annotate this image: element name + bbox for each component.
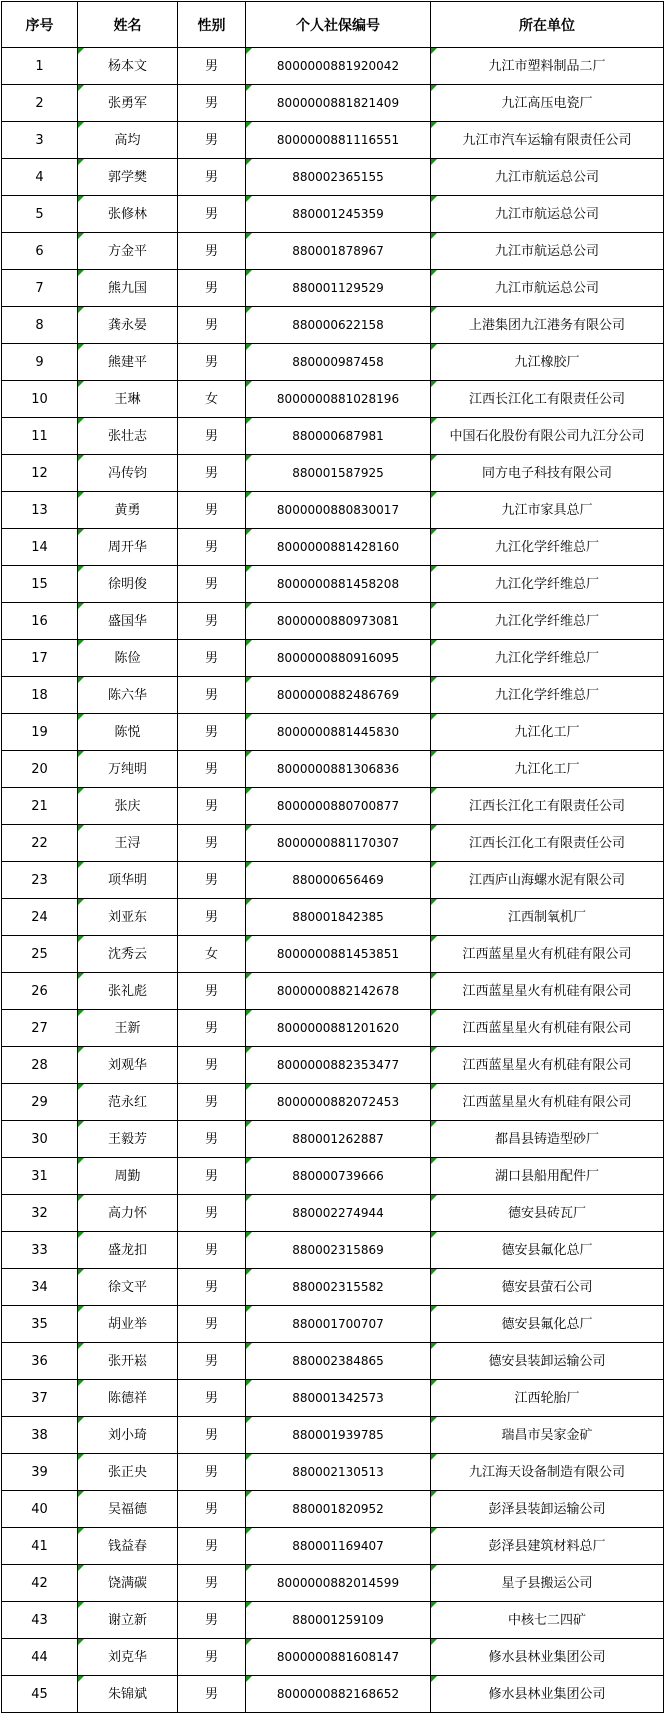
personnel-table	[1, 1, 664, 1713]
row-seq: 28	[2, 1047, 78, 1084]
row-social-security-id: 880002315869	[246, 1232, 431, 1269]
row-social-security-id: 8000000881306836	[246, 751, 431, 788]
header-seq: 序号	[2, 2, 78, 48]
row-employer: 九江市航运总公司	[431, 233, 664, 270]
row-gender: 男	[178, 1232, 246, 1269]
header-gender: 性别	[178, 2, 246, 48]
table-row	[2, 862, 664, 899]
row-social-security-id: 880000987458	[246, 344, 431, 381]
table-row	[2, 307, 664, 344]
row-employer: 江西轮胎厂	[431, 1380, 664, 1417]
row-seq: 25	[2, 936, 78, 973]
row-gender: 男	[178, 233, 246, 270]
header-row	[2, 2, 664, 48]
row-social-security-id: 880001129529	[246, 270, 431, 307]
row-name: 胡业举	[78, 1306, 178, 1343]
row-seq: 16	[2, 603, 78, 640]
table-row	[2, 1491, 664, 1528]
row-seq: 20	[2, 751, 78, 788]
row-employer: 德安县砖瓦厂	[431, 1195, 664, 1232]
row-gender: 男	[178, 1047, 246, 1084]
row-social-security-id: 880000656469	[246, 862, 431, 899]
table-row	[2, 48, 664, 85]
row-gender: 男	[178, 1491, 246, 1528]
table-row	[2, 196, 664, 233]
row-name: 万纯明	[78, 751, 178, 788]
row-employer: 九江市汽车运输有限责任公司	[431, 122, 664, 159]
row-social-security-id: 8000000881458208	[246, 566, 431, 603]
row-name: 张庆	[78, 788, 178, 825]
row-gender: 女	[178, 381, 246, 418]
row-seq: 5	[2, 196, 78, 233]
row-employer: 九江市塑料制品二厂	[431, 48, 664, 85]
row-employer: 九江市航运总公司	[431, 270, 664, 307]
row-name: 杨本文	[78, 48, 178, 85]
row-name: 龚永晏	[78, 307, 178, 344]
row-seq: 29	[2, 1084, 78, 1121]
row-social-security-id: 8000000880700877	[246, 788, 431, 825]
row-social-security-id: 8000000881428160	[246, 529, 431, 566]
table-row	[2, 1084, 664, 1121]
row-employer: 都昌县铸造型砂厂	[431, 1121, 664, 1158]
row-employer: 九江化学纤维总厂	[431, 677, 664, 714]
table-row	[2, 1565, 664, 1602]
row-social-security-id: 8000000881170307	[246, 825, 431, 862]
row-gender: 男	[178, 788, 246, 825]
table-row	[2, 751, 664, 788]
row-name: 冯传钧	[78, 455, 178, 492]
row-seq: 11	[2, 418, 78, 455]
row-gender: 男	[178, 48, 246, 85]
row-gender: 男	[178, 1528, 246, 1565]
row-gender: 男	[178, 751, 246, 788]
row-social-security-id: 8000000880973081	[246, 603, 431, 640]
row-employer: 江西蓝星星火有机硅有限公司	[431, 936, 664, 973]
row-social-security-id: 8000000882142678	[246, 973, 431, 1010]
row-social-security-id: 880001700707	[246, 1306, 431, 1343]
row-employer: 江西制氧机厂	[431, 899, 664, 936]
row-name: 张修林	[78, 196, 178, 233]
table-row	[2, 1232, 664, 1269]
row-gender: 男	[178, 1602, 246, 1639]
row-social-security-id: 8000000882486769	[246, 677, 431, 714]
row-gender: 男	[178, 1010, 246, 1047]
row-employer: 中核七二四矿	[431, 1602, 664, 1639]
row-gender: 男	[178, 1343, 246, 1380]
table-row	[2, 1417, 664, 1454]
row-social-security-id: 8000000882353477	[246, 1047, 431, 1084]
row-employer: 九江海天设备制造有限公司	[431, 1454, 664, 1491]
row-employer: 江西蓝星星火有机硅有限公司	[431, 1084, 664, 1121]
row-name: 王琳	[78, 381, 178, 418]
row-gender: 男	[178, 714, 246, 751]
row-seq: 9	[2, 344, 78, 381]
row-gender: 男	[178, 85, 246, 122]
table-row	[2, 603, 664, 640]
table-row	[2, 1306, 664, 1343]
row-gender: 男	[178, 1195, 246, 1232]
row-seq: 21	[2, 788, 78, 825]
table-row	[2, 677, 664, 714]
row-seq: 23	[2, 862, 78, 899]
row-name: 王浔	[78, 825, 178, 862]
row-gender: 男	[178, 1565, 246, 1602]
row-gender: 男	[178, 159, 246, 196]
row-name: 项华明	[78, 862, 178, 899]
row-seq: 38	[2, 1417, 78, 1454]
row-gender: 男	[178, 677, 246, 714]
row-social-security-id: 880001169407	[246, 1528, 431, 1565]
row-seq: 24	[2, 899, 78, 936]
table-row	[2, 1121, 664, 1158]
row-name: 黄勇	[78, 492, 178, 529]
row-employer: 江西长江化工有限责任公司	[431, 381, 664, 418]
row-social-security-id: 880001262887	[246, 1121, 431, 1158]
row-name: 陈德祥	[78, 1380, 178, 1417]
row-employer: 九江化工厂	[431, 751, 664, 788]
row-gender: 男	[178, 566, 246, 603]
row-employer: 九江化学纤维总厂	[431, 603, 664, 640]
row-social-security-id: 880001342573	[246, 1380, 431, 1417]
row-gender: 男	[178, 1306, 246, 1343]
table-row	[2, 1269, 664, 1306]
row-name: 陈悦	[78, 714, 178, 751]
row-social-security-id: 880000739666	[246, 1158, 431, 1195]
table-row	[2, 788, 664, 825]
table-row	[2, 1380, 664, 1417]
row-seq: 10	[2, 381, 78, 418]
row-gender: 男	[178, 1084, 246, 1121]
row-seq: 17	[2, 640, 78, 677]
row-social-security-id: 880001820952	[246, 1491, 431, 1528]
row-social-security-id: 880002130513	[246, 1454, 431, 1491]
row-social-security-id: 880002365155	[246, 159, 431, 196]
row-employer: 同方电子科技有限公司	[431, 455, 664, 492]
row-employer: 瑞昌市吴家金矿	[431, 1417, 664, 1454]
table-row	[2, 344, 664, 381]
row-employer: 星子县搬运公司	[431, 1565, 664, 1602]
row-social-security-id: 8000000880830017	[246, 492, 431, 529]
row-employer: 江西庐山海螺水泥有限公司	[431, 862, 664, 899]
row-gender: 男	[178, 1417, 246, 1454]
row-name: 周勤	[78, 1158, 178, 1195]
row-employer: 德安县萤石公司	[431, 1269, 664, 1306]
row-social-security-id: 8000000881445830	[246, 714, 431, 751]
table-row	[2, 1010, 664, 1047]
row-seq: 15	[2, 566, 78, 603]
row-name: 朱锦斌	[78, 1676, 178, 1713]
row-seq: 6	[2, 233, 78, 270]
row-social-security-id: 8000000882168652	[246, 1676, 431, 1713]
row-seq: 8	[2, 307, 78, 344]
row-employer: 江西长江化工有限责任公司	[431, 788, 664, 825]
table-row	[2, 1343, 664, 1380]
row-social-security-id: 880000622158	[246, 307, 431, 344]
row-gender: 男	[178, 640, 246, 677]
header-name: 姓名	[78, 2, 178, 48]
row-seq: 3	[2, 122, 78, 159]
row-name: 饶满碳	[78, 1565, 178, 1602]
row-name: 王新	[78, 1010, 178, 1047]
row-name: 徐明俊	[78, 566, 178, 603]
row-employer: 九江化学纤维总厂	[431, 640, 664, 677]
table-row	[2, 381, 664, 418]
row-name: 郭学樊	[78, 159, 178, 196]
row-gender: 男	[178, 196, 246, 233]
table-row	[2, 1195, 664, 1232]
row-seq: 34	[2, 1269, 78, 1306]
row-gender: 男	[178, 529, 246, 566]
table-row	[2, 455, 664, 492]
row-seq: 35	[2, 1306, 78, 1343]
row-name: 陈六华	[78, 677, 178, 714]
row-gender: 男	[178, 973, 246, 1010]
row-seq: 39	[2, 1454, 78, 1491]
row-name: 张勇军	[78, 85, 178, 122]
row-seq: 45	[2, 1676, 78, 1713]
row-seq: 12	[2, 455, 78, 492]
row-employer: 九江市家具总厂	[431, 492, 664, 529]
table-row	[2, 973, 664, 1010]
table-row	[2, 825, 664, 862]
row-gender: 男	[178, 862, 246, 899]
row-gender: 男	[178, 307, 246, 344]
table-body	[2, 48, 664, 1713]
table-row	[2, 1047, 664, 1084]
row-name: 张正央	[78, 1454, 178, 1491]
row-name: 熊建平	[78, 344, 178, 381]
row-social-security-id: 880001245359	[246, 196, 431, 233]
row-seq: 44	[2, 1639, 78, 1676]
row-name: 陈俭	[78, 640, 178, 677]
row-gender: 男	[178, 899, 246, 936]
row-name: 张壮志	[78, 418, 178, 455]
row-employer: 修水县林业集团公司	[431, 1676, 664, 1713]
row-seq: 13	[2, 492, 78, 529]
table-row	[2, 1528, 664, 1565]
table-row	[2, 1454, 664, 1491]
row-gender: 男	[178, 825, 246, 862]
row-employer: 彭泽县装卸运输公司	[431, 1491, 664, 1528]
row-employer: 九江市航运总公司	[431, 159, 664, 196]
row-social-security-id: 8000000881608147	[246, 1639, 431, 1676]
row-seq: 40	[2, 1491, 78, 1528]
row-name: 张礼彪	[78, 973, 178, 1010]
row-seq: 22	[2, 825, 78, 862]
table-row	[2, 159, 664, 196]
row-name: 刘亚东	[78, 899, 178, 936]
table-row	[2, 85, 664, 122]
row-name: 谢立新	[78, 1602, 178, 1639]
row-gender: 男	[178, 1380, 246, 1417]
row-employer: 江西蓝星星火有机硅有限公司	[431, 1010, 664, 1047]
row-name: 熊九国	[78, 270, 178, 307]
row-social-security-id: 8000000881821409	[246, 85, 431, 122]
row-seq: 33	[2, 1232, 78, 1269]
row-social-security-id: 880002274944	[246, 1195, 431, 1232]
table-row	[2, 936, 664, 973]
row-social-security-id: 880002315582	[246, 1269, 431, 1306]
row-name: 王毅芳	[78, 1121, 178, 1158]
row-gender: 男	[178, 1676, 246, 1713]
row-gender: 男	[178, 603, 246, 640]
row-seq: 14	[2, 529, 78, 566]
row-employer: 江西长江化工有限责任公司	[431, 825, 664, 862]
row-social-security-id: 880001587925	[246, 455, 431, 492]
row-social-security-id: 8000000880916095	[246, 640, 431, 677]
table-row	[2, 233, 664, 270]
row-employer: 九江市航运总公司	[431, 196, 664, 233]
row-seq: 43	[2, 1602, 78, 1639]
row-name: 盛龙扣	[78, 1232, 178, 1269]
row-seq: 26	[2, 973, 78, 1010]
row-social-security-id: 8000000881116551	[246, 122, 431, 159]
row-gender: 女	[178, 936, 246, 973]
row-social-security-id: 8000000881920042	[246, 48, 431, 85]
row-employer: 修水县林业集团公司	[431, 1639, 664, 1676]
row-name: 盛国华	[78, 603, 178, 640]
row-name: 高力怀	[78, 1195, 178, 1232]
table-row	[2, 1602, 664, 1639]
table-row	[2, 529, 664, 566]
row-seq: 27	[2, 1010, 78, 1047]
row-gender: 男	[178, 344, 246, 381]
row-social-security-id: 880000687981	[246, 418, 431, 455]
table-row	[2, 1158, 664, 1195]
row-gender: 男	[178, 122, 246, 159]
header-social-security-id: 个人社保编号	[246, 2, 431, 48]
row-social-security-id: 8000000882014599	[246, 1565, 431, 1602]
row-seq: 42	[2, 1565, 78, 1602]
row-seq: 30	[2, 1121, 78, 1158]
row-seq: 4	[2, 159, 78, 196]
table-row	[2, 714, 664, 751]
row-seq: 41	[2, 1528, 78, 1565]
row-seq: 1	[2, 48, 78, 85]
row-social-security-id: 880001878967	[246, 233, 431, 270]
row-social-security-id: 880001939785	[246, 1417, 431, 1454]
row-name: 周开华	[78, 529, 178, 566]
row-name: 吴福德	[78, 1491, 178, 1528]
table-row	[2, 122, 664, 159]
row-employer: 德安县氟化总厂	[431, 1232, 664, 1269]
row-employer: 江西蓝星星火有机硅有限公司	[431, 1047, 664, 1084]
row-employer: 德安县装卸运输公司	[431, 1343, 664, 1380]
table-row	[2, 418, 664, 455]
row-name: 高均	[78, 122, 178, 159]
row-social-security-id: 8000000881453851	[246, 936, 431, 973]
row-seq: 2	[2, 85, 78, 122]
table-row	[2, 492, 664, 529]
row-employer: 九江化工厂	[431, 714, 664, 751]
row-name: 钱益春	[78, 1528, 178, 1565]
row-employer: 彭泽县建筑材料总厂	[431, 1528, 664, 1565]
row-social-security-id: 8000000882072453	[246, 1084, 431, 1121]
row-social-security-id: 880001842385	[246, 899, 431, 936]
row-name: 刘克华	[78, 1639, 178, 1676]
row-seq: 32	[2, 1195, 78, 1232]
row-employer: 上港集团九江港务有限公司	[431, 307, 664, 344]
row-gender: 男	[178, 492, 246, 529]
row-name: 范永红	[78, 1084, 178, 1121]
row-name: 方金平	[78, 233, 178, 270]
row-employer: 九江橡胶厂	[431, 344, 664, 381]
row-employer: 江西蓝星星火有机硅有限公司	[431, 973, 664, 1010]
row-gender: 男	[178, 1454, 246, 1491]
row-seq: 18	[2, 677, 78, 714]
row-name: 徐文平	[78, 1269, 178, 1306]
row-gender: 男	[178, 1158, 246, 1195]
row-gender: 男	[178, 1269, 246, 1306]
row-name: 张开崧	[78, 1343, 178, 1380]
row-employer: 中国石化股份有限公司九江分公司	[431, 418, 664, 455]
row-social-security-id: 880002384865	[246, 1343, 431, 1380]
table-row	[2, 1639, 664, 1676]
row-gender: 男	[178, 1121, 246, 1158]
row-gender: 男	[178, 455, 246, 492]
row-social-security-id: 8000000881028196	[246, 381, 431, 418]
row-social-security-id: 8000000881201620	[246, 1010, 431, 1047]
row-gender: 男	[178, 270, 246, 307]
table-row	[2, 566, 664, 603]
row-seq: 7	[2, 270, 78, 307]
row-employer: 九江高压电瓷厂	[431, 85, 664, 122]
row-name: 沈秀云	[78, 936, 178, 973]
row-gender: 男	[178, 1639, 246, 1676]
row-seq: 36	[2, 1343, 78, 1380]
row-seq: 19	[2, 714, 78, 751]
row-social-security-id: 880001259109	[246, 1602, 431, 1639]
row-seq: 31	[2, 1158, 78, 1195]
row-name: 刘小琦	[78, 1417, 178, 1454]
row-employer: 湖口县船用配件厂	[431, 1158, 664, 1195]
table-row	[2, 899, 664, 936]
table-row	[2, 640, 664, 677]
table-row	[2, 270, 664, 307]
table-row	[2, 1676, 664, 1713]
row-employer: 德安县氟化总厂	[431, 1306, 664, 1343]
row-employer: 九江化学纤维总厂	[431, 529, 664, 566]
row-seq: 37	[2, 1380, 78, 1417]
header-employer: 所在单位	[431, 2, 664, 48]
row-gender: 男	[178, 418, 246, 455]
row-employer: 九江化学纤维总厂	[431, 566, 664, 603]
row-name: 刘观华	[78, 1047, 178, 1084]
